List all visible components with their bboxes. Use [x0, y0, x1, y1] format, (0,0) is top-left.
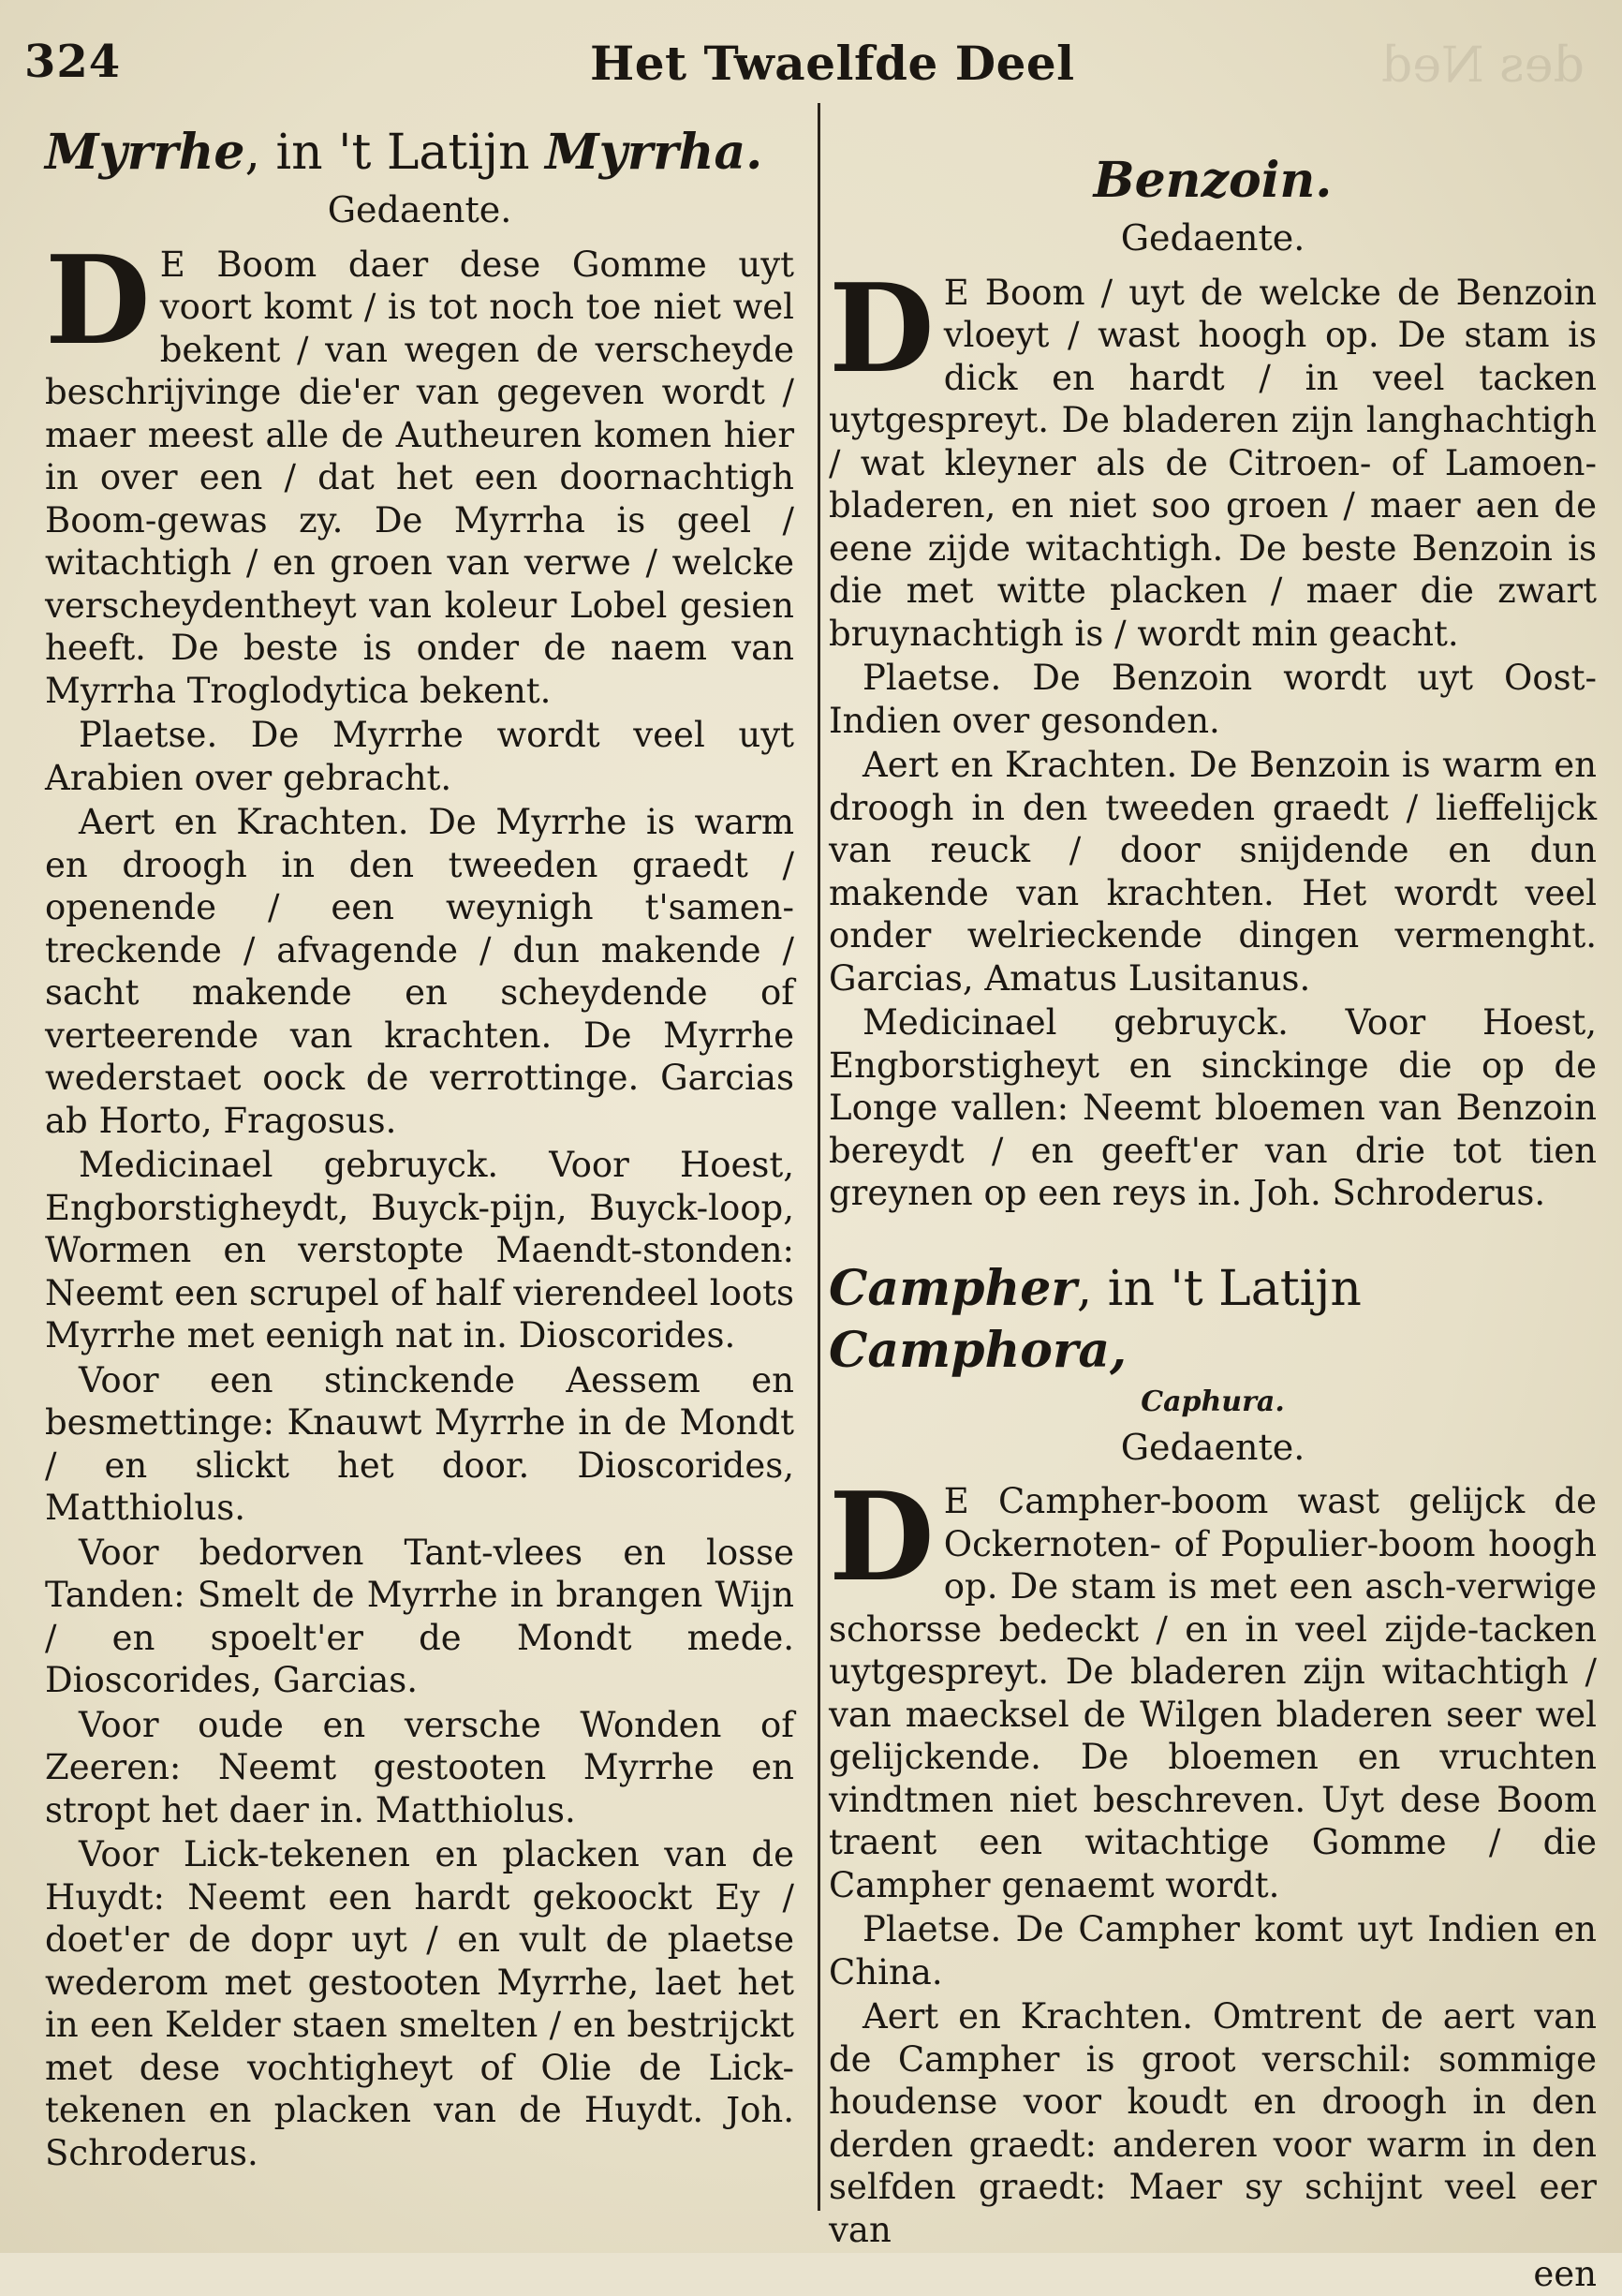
- location-paragraph: Plaetse. De Benzoin wordt uyt Oost-Indien over gesonden.: [829, 658, 1597, 741]
- properties-paragraph: Aert en Krachten. Omtrent de aert van de Campher is groot verschil: sommige houdense voor koudt en droogh in den derden graedt: anderen voor warm in den selfden graedt: Maer sy schijnt veel eer van: [829, 1996, 1597, 2250]
- properties-paragraph: Aert en Krachten. De Benzoin is warm en droogh in den tweeden graedt / lieffelijck van reuck / door snijdende en dun makende van krachten. Het wordt veel onder welrieckende dingen vermenght. Garcias, Amatus Lusitanus.: [829, 745, 1597, 999]
- column-divider: [818, 103, 820, 2211]
- latin-name: Myrrha.: [545, 124, 763, 181]
- latin-connector: , in 't Latijn: [244, 125, 546, 181]
- entry-name: Campher: [829, 1259, 1077, 1317]
- remedy-paragraph: Voor oude en versche Wonden of Zeeren: Neemt gestooten Myrrhe en stropt het daer in. Matthiolus.: [45, 1704, 794, 1830]
- paragraph-text: E Campher-boom wast gelijck de Ockernoten- of Populier-boom hoogh op. De stam is met een asch-verwige schorsse bedeckt / en in veel zijde-tacken uytgespreyt. De bladeren zijn witachtigh / van maecksel de Wilgen bladeren seer wel gelijckende. De bloemen en vruchten vindtmen niet beschreven. Uyt dese Boom traent een witachtige Gomme / die Campher genaemt wordt.: [829, 1481, 1597, 1905]
- right-column: [829, 150, 1597, 2296]
- medicinal-use-paragraph: Medicinael gebruyck. Voor Hoest, Engborstigheyt en sinckinge die op de Longe vallen: Neemt bloemen van Benzoin bereydt / en geeft'er van drie tot tien greynen op een reys in. Joh. Schroderus.: [829, 1002, 1597, 1213]
- latin-name: Camphora,: [829, 1321, 1128, 1379]
- drop-cap: D: [829, 1465, 935, 1608]
- catchword: een: [1533, 2254, 1597, 2294]
- section-heading: Gedaente.: [327, 189, 512, 230]
- drop-cap: D: [829, 256, 935, 400]
- location-paragraph: Plaetse. De Campher komt uyt Indien en China.: [829, 1909, 1597, 1992]
- remedy-paragraph: Voor bedorven Tant-vlees en losse Tanden: Smelt de Myrrhe in brangen Wijn / en spoelt'er de Mondt mede. Dioscorides, Garcias.: [45, 1532, 794, 1700]
- description-paragraph: [829, 1465, 1597, 1906]
- paragraph-text: E Boom daer dese Gomme uyt voort komt / is tot noch toe niet wel bekent / van wegen de verscheyde beschrijvinge die'er van gegeven wordt / maer meest alle de Autheuren komen hier in over een / dat het een doornachtigh Boom-gewas zy. De Myrrha is geel / witachtigh / en groen van verwe / welcke verscheydentheyt van koleur Lobel gesien heeft. De beste is onder de naem van Myrrha Troglodytica bekent.: [45, 244, 794, 711]
- properties-paragraph: Aert en Krachten. De Myrrhe is warm en droogh in den tweeden graedt / openende / een weynigh t'samen-treckende / afvagende / dun makende / sacht makende en scheydende of verteerende van krachten. De Myrrhe wederstaet oock de verrottinge. Garcias ab Horto, Fragosus.: [45, 802, 794, 1141]
- latin-connector: , in 't Latijn: [1076, 1260, 1362, 1317]
- entry-name: Myrrhe: [45, 124, 245, 181]
- alternate-name: Caphura.: [1141, 1385, 1285, 1418]
- left-column: [45, 122, 794, 2176]
- entry-title-campher: [829, 1258, 1597, 1382]
- entry-spacer: [829, 1217, 1597, 1258]
- page-number: 324: [24, 36, 122, 88]
- remedy-paragraph: Voor een stinckende Aessem en besmettinge: Knauwt Myrrhe in de Mondt / en slickt het door. Dioscorides, Matthiolus.: [45, 1359, 794, 1528]
- location-paragraph: Plaetse. De Myrrhe wordt veel uyt Arabien over gebracht.: [45, 715, 794, 798]
- drop-cap: D: [45, 228, 151, 372]
- remedy-paragraph: Voor Lick-tekenen en placken van de Huydt: Neemt een hardt gekoockt Ey / doet'er de dopr uyt / en vult de plaetse wederom met gestooten Myrrhe, laet het in een Kelder staen smelten / en bestrijckt met dese vochtigheyt of Olie de Lick-tekenen en placken van de Huydt. Joh. Schroderus.: [45, 1834, 794, 2173]
- paragraph-text: E Boom / uyt de welcke de Benzoin vloeyt / wast hoogh op. De stam is dick en hardt / in veel tacken uytgespreyt. De bladeren zijn langhachtigh / wat kleyner als de Citroen- of Lamoen-bladeren, en niet soo groen / maer aen de eene zijde witachtigh. De beste Benzoin is die met witte placken / maer die zwart bruynachtigh is / wordt min geacht.: [829, 272, 1597, 654]
- running-head: Het Twaelfde Deel: [590, 36, 1075, 91]
- entry-title-myrrhe: [45, 122, 794, 184]
- medicinal-use-paragraph: Medicinael gebruyck. Voor Hoest, Engborstigheydt, Buyck-pijn, Buyck-loop, Wormen en verstopte Maendt-stonden: Neemt een scrupel of half vierendeel loots Myrrhe met eenigh nat in. Dioscorides.: [45, 1145, 794, 1355]
- entry-title-benzoin: Benzoin.: [1093, 152, 1333, 209]
- description-paragraph: [45, 228, 794, 713]
- section-heading: Gedaente.: [1120, 217, 1305, 259]
- description-paragraph: [829, 256, 1597, 656]
- section-heading: Gedaente.: [1120, 1426, 1305, 1468]
- bleed-through-text: des Ned: [1381, 37, 1585, 94]
